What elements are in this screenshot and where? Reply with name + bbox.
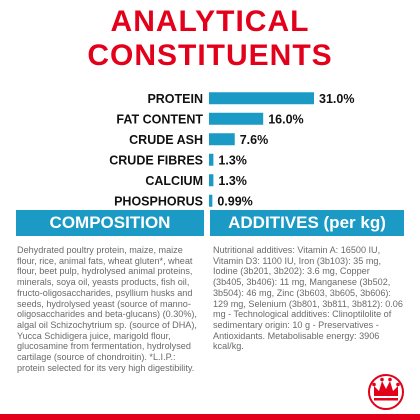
bar [209, 195, 212, 207]
category-label: CALCIUM [145, 173, 203, 188]
bar [209, 154, 213, 166]
page-title-line-1: ANALYTICAL [110, 5, 310, 38]
category-label: FAT CONTENT [116, 112, 203, 127]
value-label: 7.6% [239, 132, 269, 147]
composition-text: Dehydrated poultry protein, maize, maize flour, rice, animal fats, wheat gluten*, wheat flour, beet pulp, hydrolysed animal proteins, minerals, soya oil, yeasts products, fish oil, fructo-oligosaccharides, psyllium husks and seeds, hydrolysed yeast (source of manno-oligosaccharides and beta-glucans) (0.30%), algal oil Schizochytrium sp. (source of DHA), Yucca Schidigera juice, marigold flour, glucosamine from fermentation, hydrolysed cartilage (source of chondroitin). *L.I.P.: protein selected for its very high digestibility. [17, 245, 197, 373]
value-label: 1.3% [218, 173, 247, 188]
bar [209, 174, 213, 186]
composition-header: COMPOSITION [16, 210, 204, 236]
page-title-line-2: CONSTITUENTS [87, 39, 333, 72]
bar [209, 92, 314, 104]
category-label: CRUDE FIBRES [109, 153, 203, 168]
category-label: PROTEIN [147, 91, 203, 106]
bar [209, 113, 263, 125]
bar [209, 133, 235, 145]
additives-header: ADDITIVES (per kg) [210, 210, 404, 236]
crown-logo-icon [366, 370, 406, 410]
constituents-bar-chart [0, 82, 420, 210]
bottom-stripe [0, 414, 420, 420]
value-label: 16.0% [268, 112, 304, 127]
value-label: 0.99% [217, 194, 253, 209]
value-label: 1.3% [218, 153, 247, 168]
category-label: CRUDE ASH [129, 132, 203, 147]
additives-text: Nutritional additives: Vitamin A: 16500 IU, Vitamin D3: 1100 IU, Iron (3b103): 35 mg, Iodine (3b201, 3b202): 3.6 mg, Copper (3b405, 3b406): 11 mg, Manganese (3b502, 3b504): 46 mg, Zinc (3b603, 3b605, 3b606): 129 mg, Selenium (3b801, 3b811, 3b812): 0.06 mg - Technological additives: Clinoptilolite of sedimentary origin: 10 g - Preservatives - Antioxidants. Metabolisable energy: 3906 kcal/kg. [213, 245, 403, 352]
value-label: 31.0% [319, 91, 355, 106]
category-label: PHOSPHORUS [114, 194, 203, 209]
